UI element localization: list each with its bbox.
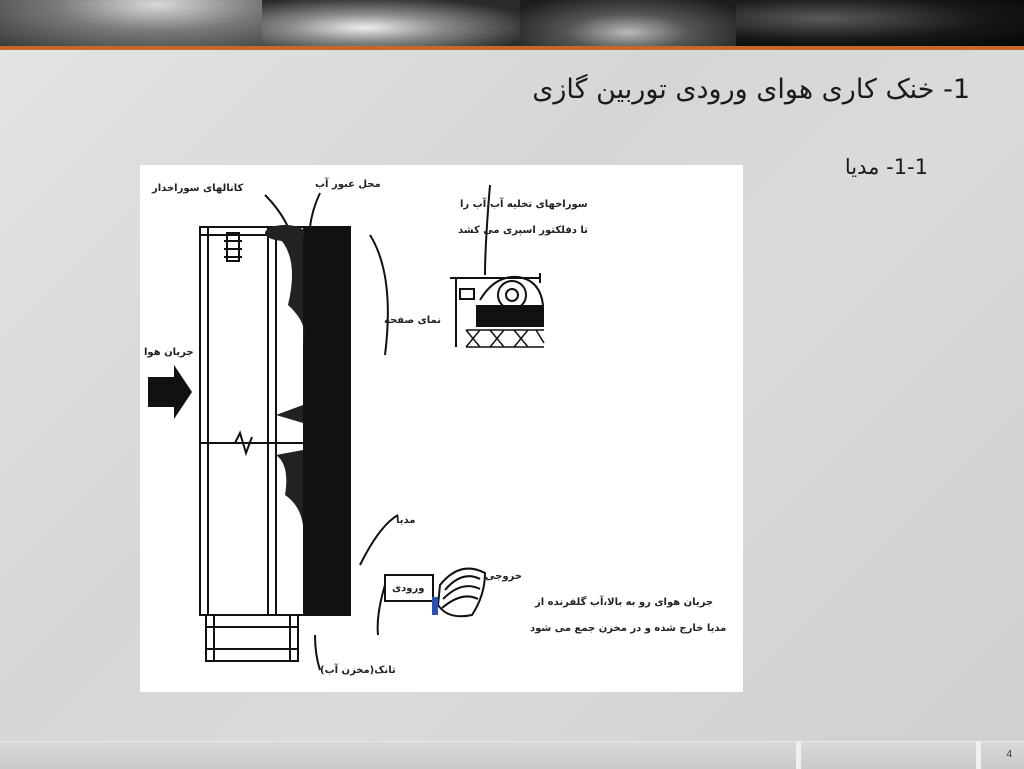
label-media: مدیا [396,515,416,526]
label-channels: کانالهای سوراخدار [152,183,244,194]
header-accent-line [0,46,1024,50]
label-tank: تانک(مخزن آب) [320,665,396,676]
banner-segment-1 [0,0,262,46]
banner-segment-3 [520,0,736,46]
media-pad [303,227,351,615]
slide-subtitle: 1-1- مدیا [844,155,928,179]
slide-title: 1- خنک کاری هوای ورودی توربین گازی [532,74,970,105]
label-outlet: خروجی [485,571,522,582]
label-inlet: ورودی [392,583,425,594]
label-drain-holes-2: تا دفلکتور اسپری می کشد [458,225,588,236]
airflow-arrow [148,365,192,419]
label-plate-view: نمای صفحه [384,315,441,326]
footer-divider-2 [976,742,981,769]
label-description-2: مدیا خارج شده و در مخزن جمع می شود [530,623,727,634]
header-banner-image [0,0,1024,46]
diagram-drawing [140,165,743,692]
label-air-flow: جریان هوا [144,347,194,358]
footer-bar [0,741,1024,769]
water-tank [206,615,298,661]
footer-divider-1 [796,742,801,769]
label-description-1: جریان هوای رو به بالا،آب گلفرنده از [535,597,714,608]
slide-number: 4 [1006,749,1012,760]
banner-segment-4 [736,0,1024,46]
banner-segment-2 [262,0,520,46]
label-drain-holes-1: سوراخهای تخلیه آب،آب را [460,199,588,210]
label-water-pass: محل عبور آب [315,179,381,190]
evaporative-cooler-diagram [140,165,743,692]
